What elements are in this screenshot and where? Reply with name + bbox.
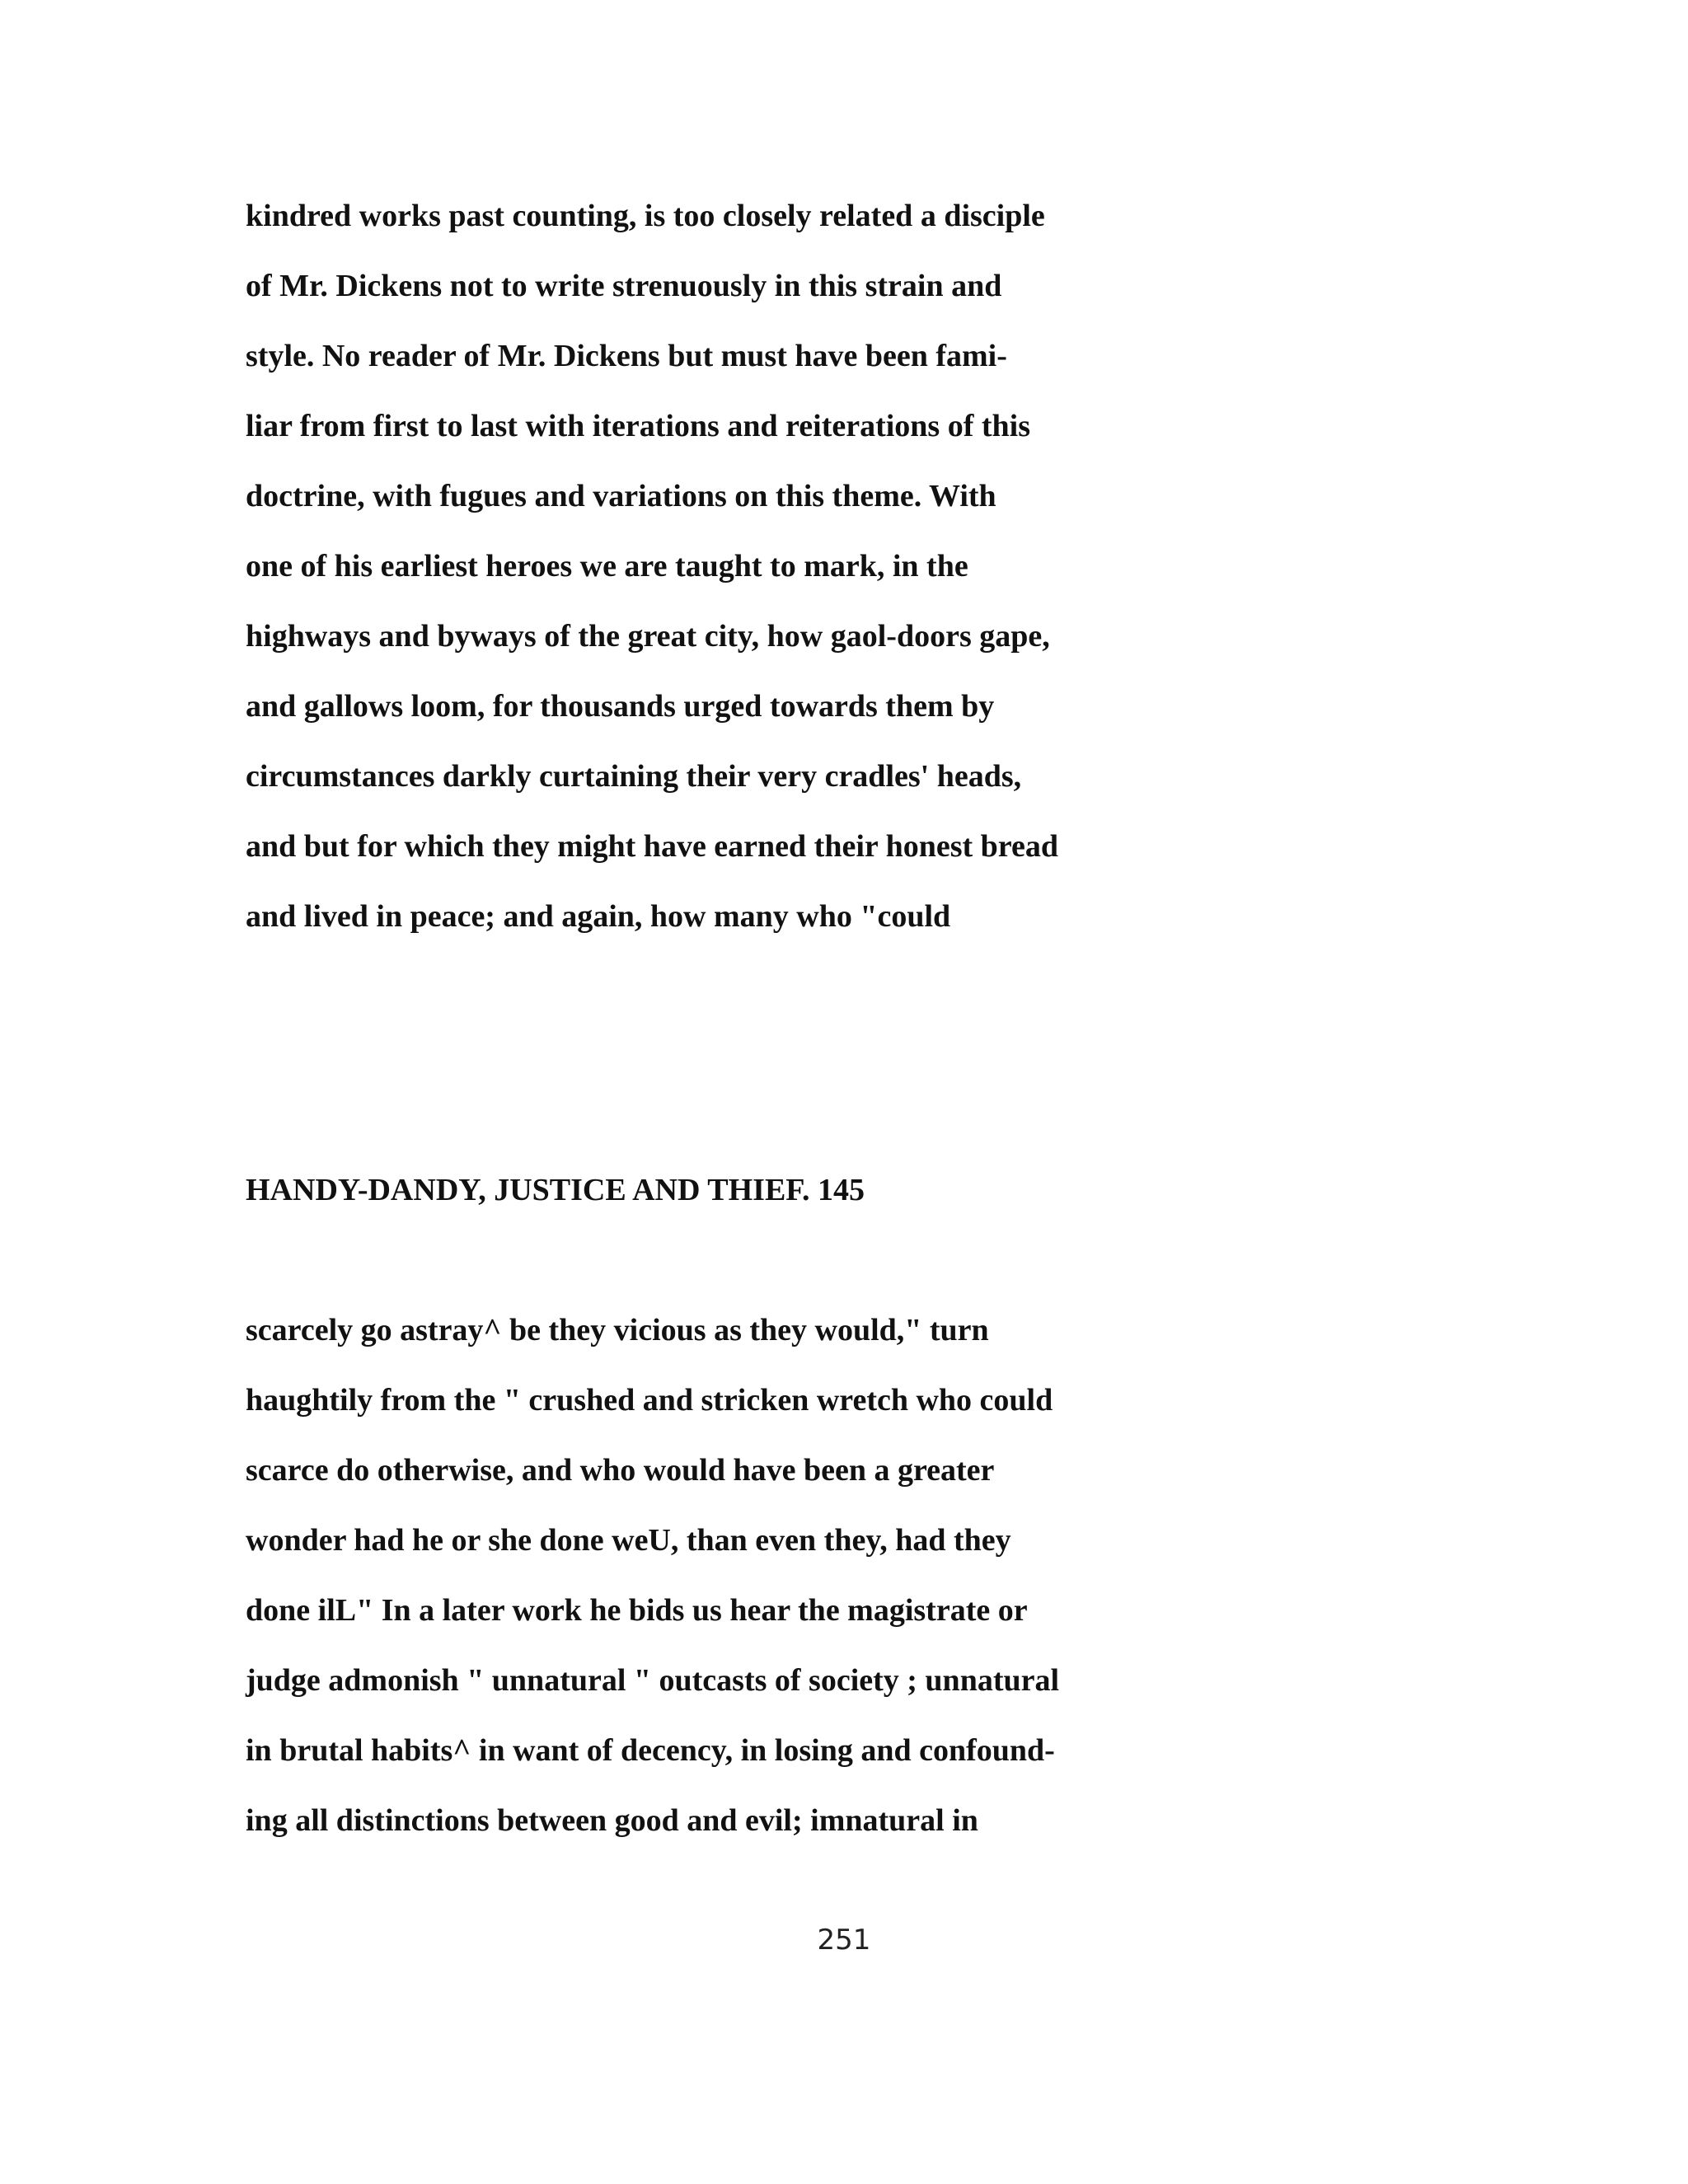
text-line: and gallows loom, for thousands urged towards them by: [246, 689, 995, 724]
text-line: kindred works past counting, is too closely related a disciple: [246, 199, 1045, 233]
text-line: and but for which they might have earned their honest bread: [246, 829, 1058, 864]
text-line: wonder had he or she done weU, than even they, had they: [246, 1523, 1011, 1558]
text-line: one of his earliest heroes we are taught to mark, in the: [246, 549, 968, 583]
text-line: done ilL" In a later work he bids us hear the magistrate or: [246, 1593, 1028, 1628]
page-number: 251: [817, 1924, 871, 1957]
text-line: of Mr. Dickens not to write strenuously in this strain and: [246, 269, 1002, 303]
text-line: liar from first to last with iterations and reiterations of this: [246, 409, 1031, 443]
text-line: scarce do otherwise, and who would have been a greater: [246, 1453, 995, 1488]
text-line: doctrine, with fugues and variations on this theme. With: [246, 479, 996, 513]
text-line: style. No reader of Mr. Dickens but must have been fami-: [246, 339, 1007, 373]
text-line: judge admonish " unnatural " outcasts of society ; unnatural: [246, 1663, 1060, 1698]
running-head: HANDY-DANDY, JUSTICE AND THIEF. 145: [246, 1173, 865, 1207]
text-line: highways and byways of the great city, how gaol-doors gape,: [246, 619, 1050, 654]
text-line: scarcely go astray^ be they vicious as they would," turn: [246, 1313, 989, 1347]
text-line: ing all distinctions between good and evil; imnatural in: [246, 1803, 978, 1838]
text-line: haughtily from the " crushed and stricken wretch who could: [246, 1383, 1053, 1418]
text-line: in brutal habits^ in want of decency, in losing and confound-: [246, 1733, 1055, 1768]
text-line: and lived in peace; and again, how many who "could: [246, 899, 951, 934]
text-line: circumstances darkly curtaining their very cradles' heads,: [246, 759, 1022, 794]
